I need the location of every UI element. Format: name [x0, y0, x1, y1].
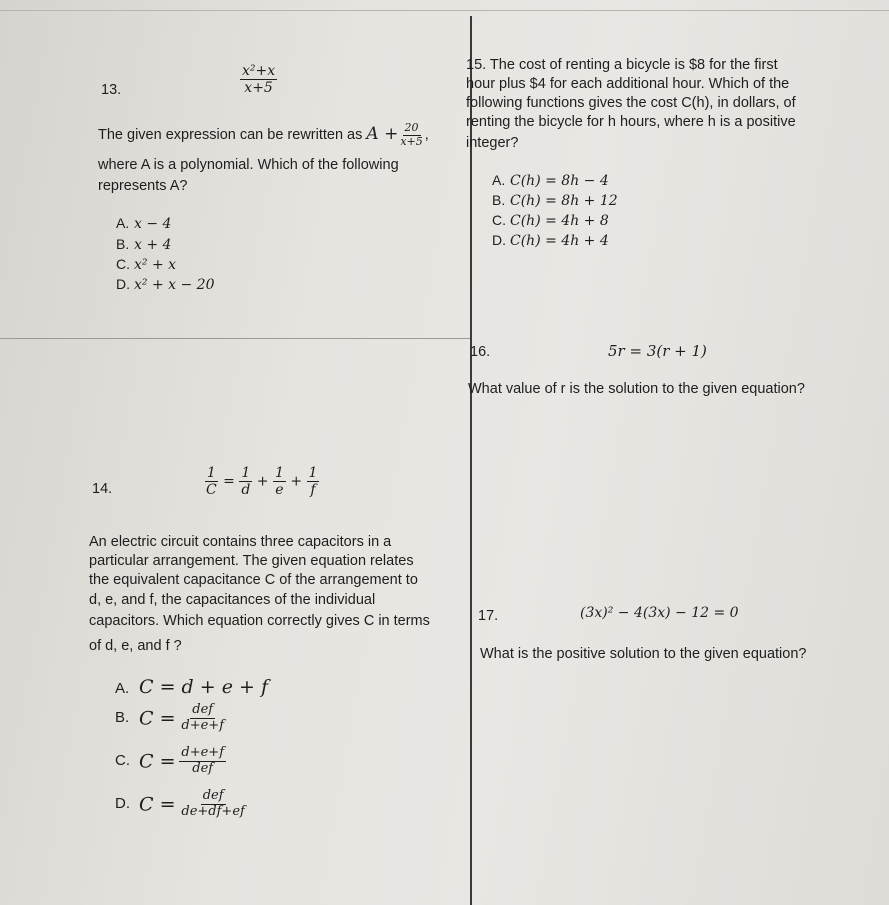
q17-equation: (3x)² − 4(3x) − 12 = 0 [580, 605, 739, 621]
q14-option-d[interactable]: D. C = $\frac{\text{def}}{de+df+ef}$ [115, 788, 245, 819]
section-divider [0, 338, 470, 339]
q15-option-c[interactable]: C. C(h) = 4h + 8 [492, 212, 609, 229]
q13-rewrite-end: , [424, 126, 429, 143]
q15-option-a[interactable]: A. C(h) = 8h − 4 [492, 172, 609, 189]
q13-option-d[interactable]: D. x² + x − 20 [116, 276, 215, 293]
q14-number: 14. [92, 481, 113, 497]
page-top-edge [0, 10, 889, 11]
q14-option-c[interactable]: C. C = $\frac{d+e+f}{\text{def}}$ [115, 745, 225, 776]
q14-equation: $\frac{1}{C}$ = $\frac{1}{d}$ + $\frac{1}{e}$ + $\frac{1}{f}$ [206, 465, 318, 499]
q16-question: What value of r is the solution to the given equation? [468, 381, 805, 397]
q13-rewrite-a: A + [366, 123, 399, 144]
q15-text-line: renting the bicycle for h hours, where h is a positive [466, 114, 796, 130]
q14-text-line: capacitors. Which equation correctly gives C in terms [89, 613, 430, 629]
q15-option-d[interactable]: D. C(h) = 4h + 4 [492, 232, 609, 249]
q13-option-a[interactable]: A. x − 4 [116, 215, 172, 232]
q15-option-b[interactable]: B. C(h) = 8h + 12 [492, 192, 618, 209]
q14-option-a[interactable]: A. C = d + e + f [115, 676, 268, 698]
q17-number: 17. [478, 608, 499, 624]
q13-option-c[interactable]: C. x² + x [116, 256, 177, 273]
q13-text-line: represents A? [98, 178, 188, 194]
q15-text-line: 15. The cost of renting a bicycle is $8 for the first [466, 57, 778, 73]
q13-option-b[interactable]: B. x + 4 [116, 236, 172, 253]
q13-expr-denominator: x+5 [244, 80, 273, 97]
q13-rewrite-text: The given expression can be rewritten as [98, 126, 363, 143]
q15-text-line: hour plus $4 for each additional hour. Which of the [466, 76, 790, 92]
q13-number: 13. [101, 82, 122, 98]
q16-number: 16. [470, 344, 491, 360]
q14-text-line: d, e, and f, the capacitances of the individual [89, 592, 376, 608]
q17-question: What is the positive solution to the given equation? [480, 646, 807, 662]
q15-text-line: following functions gives the cost C(h), in dollars, of [466, 95, 796, 111]
q13-text-line: where A is a polynomial. Which of the following [98, 157, 399, 173]
q14-text-line: the equivalent capacitance C of the arrangement to [89, 572, 418, 588]
q13-rewrite-denominator: x+5 [400, 134, 423, 148]
q13-rewrite-fraction [398, 122, 424, 148]
q14-text-line: An electric circuit contains three capacitors in a [89, 534, 392, 550]
q13-expression [240, 63, 277, 96]
q14-option-b[interactable]: B. C = $\frac{\text{def}}{d+e+f}$ [115, 702, 225, 733]
q13-expr-numerator: x²+x [242, 63, 276, 79]
q16-equation: 5r = 3(r + 1) [608, 342, 707, 360]
q15-text-line: integer? [466, 135, 519, 151]
q14-text-line: of d, e, and f ? [89, 638, 182, 654]
q13-rewrite-line [98, 122, 429, 148]
q14-text-line: particular arrangement. The given equation relates [89, 553, 414, 569]
q13-rewrite-numerator: 20 [404, 121, 419, 134]
